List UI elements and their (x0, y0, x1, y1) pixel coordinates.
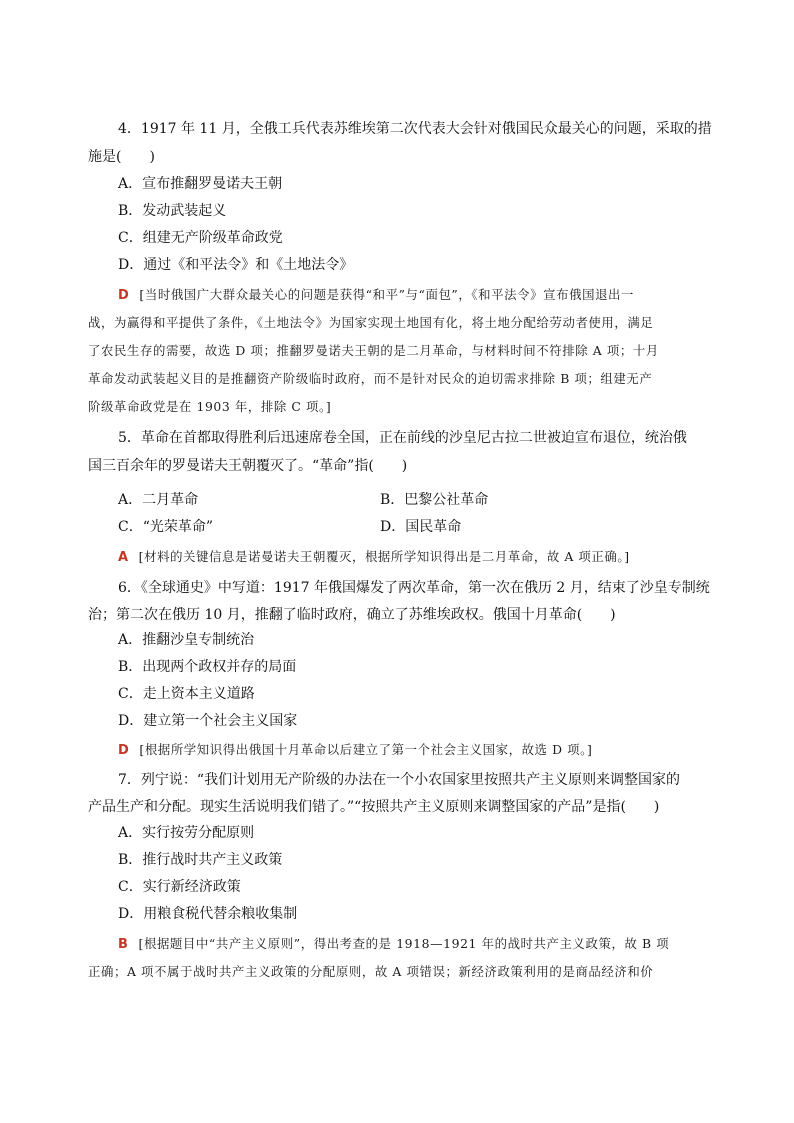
q7-answer-text: [根据题目中“共产主义原则”，得出考查的是 1918—1921 年的战时共产主义政策，故 B 项 (138, 936, 670, 951)
q7-option-b: B．推行战时共产主义政策 (118, 852, 283, 868)
q4-option-b: B．发动武装起义 (118, 203, 227, 219)
q6-stem-line2: 治；第二次在俄历 10 月，推翻了临时政府，确立了苏维埃政权。俄国十月革命( ) (88, 607, 616, 623)
q4-answer-line2: 战，为赢得和平提供了条件，《土地法令》为国家实现土地国有化，将土地分配给劳动者使用，满足 (88, 315, 654, 330)
q6-option-c: C．走上资本主义道路 (118, 686, 255, 702)
q5-option-d: D．国民革命 (380, 519, 462, 535)
q6-option-b: B．出现两个政权并存的局面 (118, 659, 297, 675)
q6-option-a: A．推翻沙皇专制统治 (118, 632, 255, 648)
q7-option-c: C．实行新经济政策 (118, 879, 241, 895)
q6-answer-letter: D (118, 743, 130, 758)
q5-answer-text: [材料的关键信息是诺曼诺夫王朝覆灭，根据所学知识得出是二月革命，故 A 项正确。] (138, 549, 630, 564)
q7-option-d: D．用粮食税代替余粮收集制 (118, 906, 298, 922)
q7-stem-line1: 7．列宁说：“我们计划用无产阶级的办法在一个小农国家里按照共产主义原则来调整国家的 (118, 772, 681, 788)
q5-answer-line1 (118, 547, 630, 568)
q4-answer-text: [当时俄国广大群众最关心的问题是获得“和平”与“面包”，《和平法令》宣布俄国退出一 (139, 287, 635, 302)
q4-answer-line3: 了农民生存的需要，故选 D 项；推翻罗曼诺夫王朝的是二月革命，与材料时间不符排除 A 项；十月 (88, 343, 659, 358)
q4-stem-line1: 4．1917 年 11 月，全俄工兵代表苏维埃第二次代表大会针对俄国民众最关心的问题，采取的措 (118, 121, 712, 137)
q7-stem-line2: 产品生产和分配。现实生活说明我们错了。”“按照共产主义原则来调整国家的产品”是指( ) (88, 799, 660, 815)
q4-option-a: A．宣布推翻罗曼诺夫王朝 (118, 176, 283, 192)
q7-option-a: A．实行按劳分配原则 (118, 825, 255, 841)
q6-answer-text: [根据所学知识得出俄国十月革命以后建立了第一个社会主义国家，故选 D 项。] (139, 742, 593, 757)
q7-answer-line1 (118, 934, 669, 955)
q5-answer-letter: A (118, 550, 129, 565)
q4-answer-letter: D (118, 288, 130, 303)
q5-option-b: B．巴黎公社革命 (380, 492, 489, 508)
q6-stem-line1: 6．《全球通史》中写道：1917 年俄国爆发了两次革命，第一次在俄历 2 月，结束了沙皇专制统 (118, 580, 710, 596)
q6-option-d: D．建立第一个社会主义国家 (118, 713, 298, 729)
q4-option-c: C．组建无产阶级革命政党 (118, 230, 283, 246)
q4-answer-line4: 革命发动武装起义目的是推翻资产阶级临时政府，而不是针对民众的迫切需求排除 B 项；组建无产 (88, 371, 653, 386)
q4-answer-line5: 阶级革命政党是在 1903 年，排除 C 项。] (88, 399, 332, 414)
q5-stem-line1: 5．革命在首都取得胜利后迅速席卷全国，正在前线的沙皇尼古拉二世被迫宣布退位，统治俄 (118, 430, 687, 446)
q5-option-a: A．二月革命 (118, 492, 199, 508)
q5-option-c: C．“光荣革命” (118, 519, 214, 535)
q4-option-d: D．通过《和平法令》和《土地法令》 (118, 257, 354, 273)
q7-answer-letter: B (118, 937, 129, 952)
q7-answer-line2: 正确；A 项不属于战时共产主义政策的分配原则，故 A 项错误；新经济政策利用的是商品经济和价 (88, 964, 654, 979)
q4-answer-line1 (118, 285, 634, 306)
q5-stem-line2: 国三百余年的罗曼诺夫王朝覆灭了。“革命”指( ) (88, 458, 408, 474)
q4-stem-line2: 施是( ) (88, 149, 155, 165)
q6-answer-line1 (118, 740, 592, 761)
